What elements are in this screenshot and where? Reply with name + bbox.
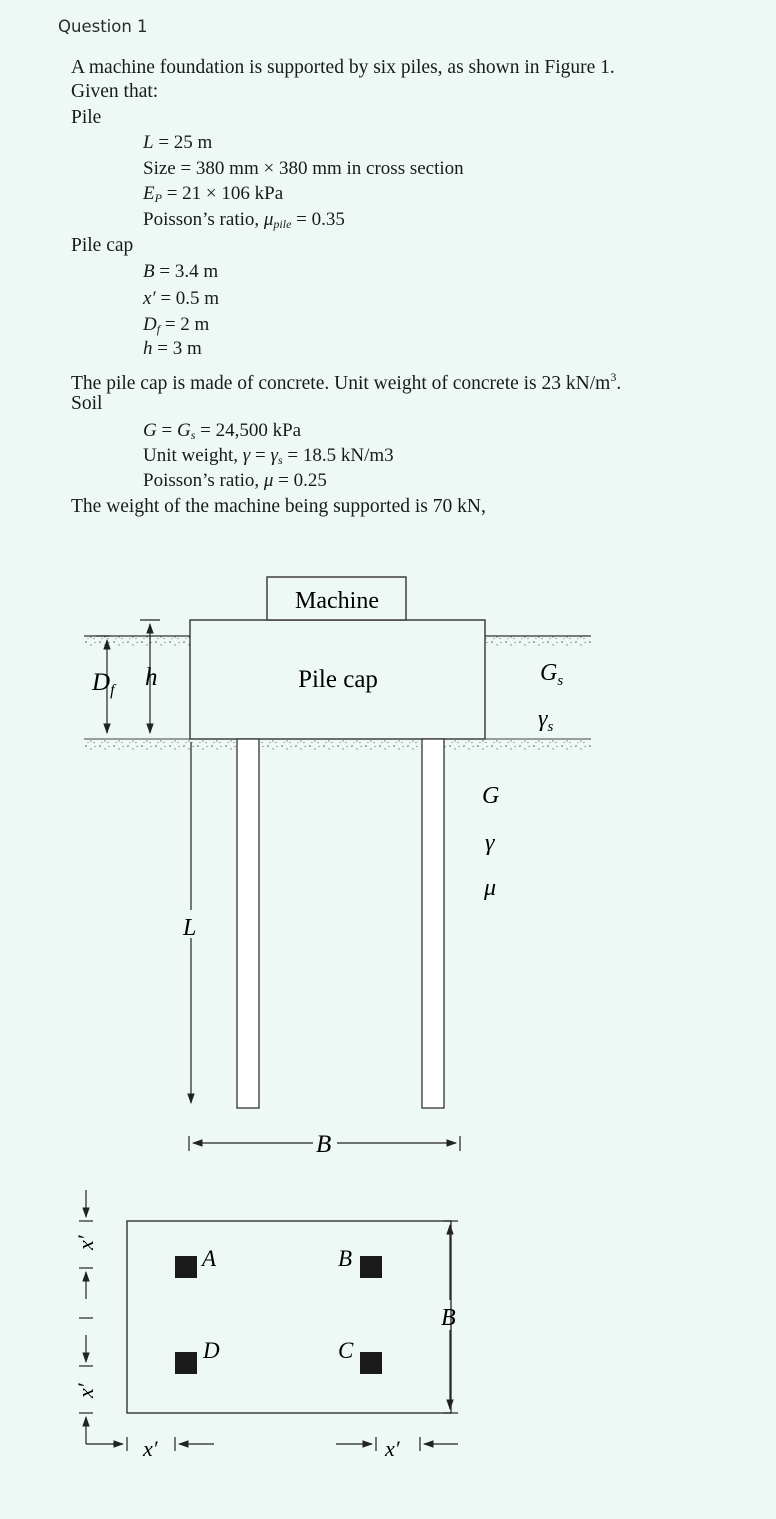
length-label: L <box>183 915 197 941</box>
pile-modulus: $E_P = 21 \times 106$ kPa <box>143 183 284 205</box>
cap-height: h = 3 m <box>143 338 202 359</box>
offset-label-bottom-left: x′ <box>143 1436 158 1461</box>
soil-poisson: Poisson’s ratio, μ = 0.25 <box>143 470 327 491</box>
pile-label-a: A <box>202 1246 217 1271</box>
soil-gamma-label: γ <box>485 830 495 856</box>
pile-cap-plan <box>127 1221 451 1413</box>
pile-cap-label: Pile cap <box>298 666 378 693</box>
soil-shear-modulus: $G = G_s = 24,500$ kPa <box>143 420 302 442</box>
pile-label-b: B <box>338 1246 353 1271</box>
pile-cap-heading: Pile cap <box>71 235 134 256</box>
soil-gs-label: $G_s$ <box>540 660 564 689</box>
width-label: B <box>316 1131 332 1158</box>
pile-size: Size = 380 mm × 380 mm in cross section <box>143 158 464 179</box>
cap-base-soil-line <box>84 739 591 750</box>
soil-heading: Soil <box>71 393 103 414</box>
offset-dimensions-left <box>79 1190 120 1444</box>
pile-label-c: C <box>338 1338 354 1363</box>
question-title: Question 1 <box>58 17 148 36</box>
pile-length: L = 25 m <box>143 132 213 153</box>
cap-depth: $D_f = 2$ m <box>143 314 210 336</box>
piles-elevation <box>237 739 444 1108</box>
offset-dimensions-bottom <box>112 1437 458 1451</box>
offset-label-left-top: x′ <box>73 1235 98 1250</box>
pile-poisson: Poisson’s ratio, $\mu_{pile} = 0.35$ <box>143 209 345 231</box>
depth-label: $D_f$ <box>92 669 115 699</box>
soil-gammas-label: $\gamma_s$ <box>538 706 554 735</box>
pile-label-d: D <box>203 1338 220 1363</box>
soil-unit-weight: Unit weight, $\gamma = \gamma_s = 18.5$ kN/m3 <box>143 445 394 467</box>
height-label: h <box>145 664 158 691</box>
machine-weight: The weight of the machine being supported is 70 kN, <box>71 496 486 517</box>
intro-line-2: Given that: <box>71 81 159 102</box>
offset-label-left-bottom: x′ <box>73 1383 98 1398</box>
soil-mu-label: μ <box>484 875 497 901</box>
intro-line-1: A machine foundation is supported by six piles, as shown in Figure 1. <box>71 57 615 78</box>
machine-label: Machine <box>295 588 379 614</box>
soil-g-label: G <box>482 783 500 809</box>
plan-width-label: B <box>441 1305 456 1331</box>
pile-heading: Pile <box>71 107 102 128</box>
cap-offset: x′ = 0.5 m <box>143 288 220 309</box>
concrete-note: The pile cap is made of concrete. Unit weight of concrete is 23 $kN/m^3$. <box>71 370 622 394</box>
offset-label-bottom-right: x′ <box>385 1436 400 1461</box>
cap-width: B = 3.4 m <box>143 261 219 282</box>
